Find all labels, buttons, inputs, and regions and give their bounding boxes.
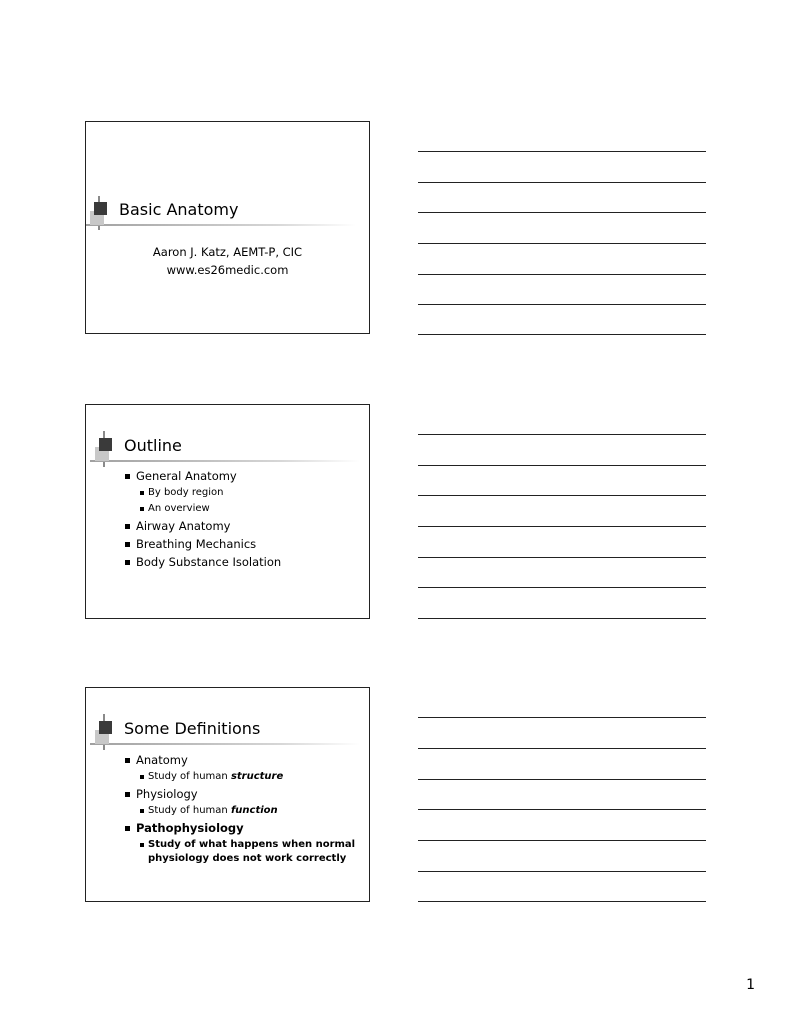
note-line	[418, 182, 706, 183]
note-line	[418, 434, 706, 435]
website-line: www.es26medic.com	[166, 263, 289, 277]
note-line	[418, 871, 706, 872]
title-decoration-horizontal	[90, 743, 360, 745]
list-item: Pathophysiology	[123, 819, 355, 837]
list-item: Body Substance Isolation	[123, 553, 281, 571]
note-line	[418, 334, 706, 335]
list-item: General Anatomy	[123, 467, 281, 485]
note-line	[418, 243, 706, 244]
note-line	[418, 495, 706, 496]
slide-title: Some Definitions	[124, 719, 261, 738]
definition-prefix: Study of human	[148, 805, 231, 816]
list-subitem	[123, 769, 355, 785]
outline-list	[123, 467, 281, 571]
author-line: Aaron J. Katz, AEMT-P, CIC	[152, 245, 303, 259]
list-item: Physiology	[123, 785, 355, 803]
definition-line: Study of what happens when normal	[148, 839, 356, 850]
note-line	[418, 717, 706, 718]
list-item: Breathing Mechanics	[123, 535, 281, 553]
note-line	[418, 809, 706, 810]
slide-title: Basic Anatomy	[119, 200, 239, 219]
decor-square-dark	[99, 438, 112, 451]
note-line	[418, 779, 706, 780]
definition-emphasis: structure	[230, 771, 284, 782]
slide-1	[85, 121, 370, 334]
list-subitem: An overview	[123, 501, 281, 517]
definition-emphasis: function	[230, 805, 278, 816]
definition-prefix: Study of human	[148, 771, 231, 782]
slide-2	[85, 404, 370, 619]
note-line	[418, 557, 706, 558]
note-line	[418, 587, 706, 588]
decor-square-dark	[94, 202, 107, 215]
note-line	[418, 212, 706, 213]
definitions-list	[123, 751, 355, 866]
decor-square-dark	[99, 721, 112, 734]
list-subitem	[123, 803, 355, 819]
note-line	[418, 465, 706, 466]
title-decoration-horizontal	[86, 224, 356, 226]
slide-3	[85, 687, 370, 902]
list-item: Airway Anatomy	[123, 517, 281, 535]
list-item: Anatomy	[123, 751, 355, 769]
note-line	[418, 840, 706, 841]
note-line	[418, 304, 706, 305]
list-subitem	[123, 837, 355, 866]
note-line	[418, 526, 706, 527]
note-line	[418, 901, 706, 902]
page-number: 1	[746, 977, 755, 993]
note-line	[418, 151, 706, 152]
slide-title: Outline	[124, 436, 182, 455]
note-line	[418, 748, 706, 749]
title-decoration-horizontal	[90, 460, 360, 462]
definition-line: physiology does not work correctly	[148, 853, 347, 864]
list-subitem: By body region	[123, 485, 281, 501]
note-line	[418, 274, 706, 275]
note-line	[418, 618, 706, 619]
